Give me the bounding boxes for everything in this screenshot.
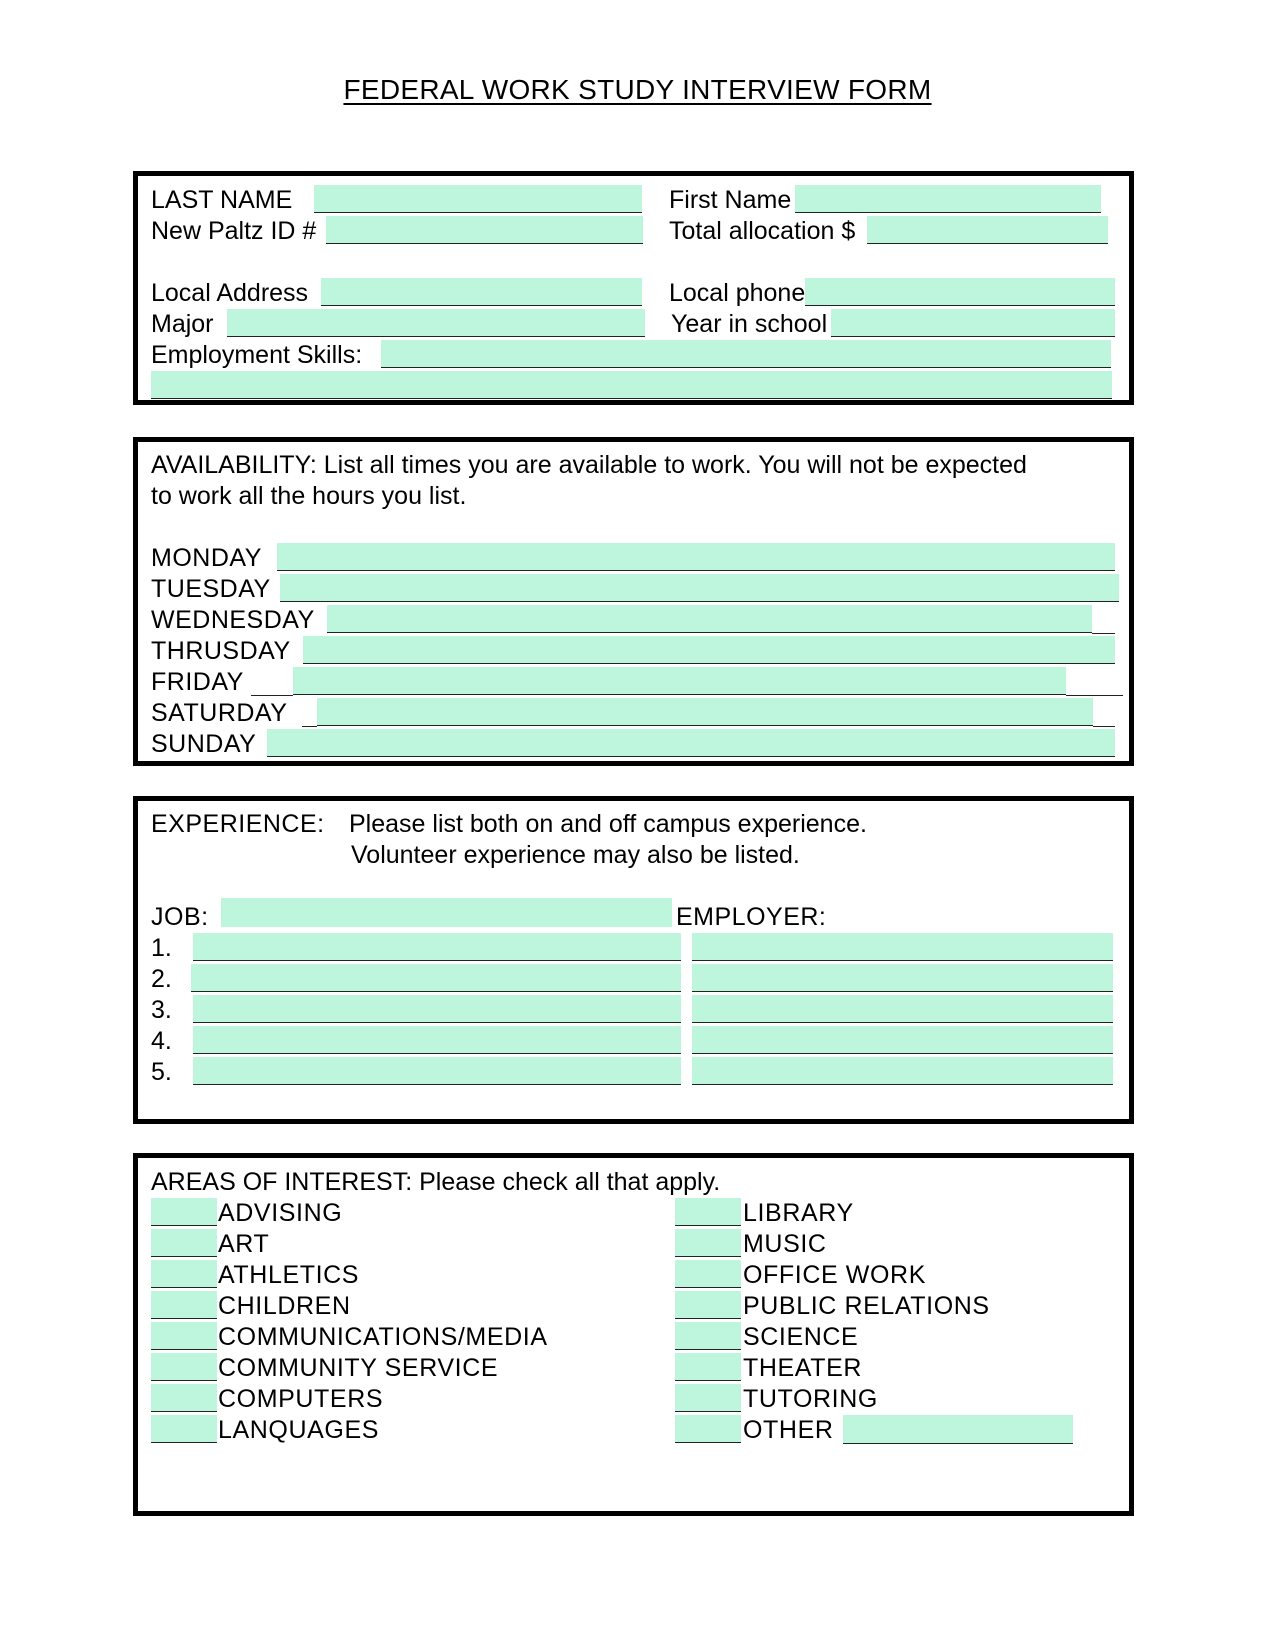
- phone-label: Local phone: [669, 279, 806, 307]
- availability-section: [133, 437, 1134, 766]
- interest-check-computers[interactable]: [151, 1384, 217, 1412]
- friday-field[interactable]: [293, 667, 1066, 695]
- day-label-tuesday: TUESDAY: [151, 575, 271, 603]
- job-field-3[interactable]: [193, 995, 681, 1023]
- interest-check-athletics[interactable]: [151, 1260, 217, 1288]
- interest-label-art: ART: [218, 1230, 270, 1258]
- interest-check-community-service[interactable]: [151, 1353, 217, 1381]
- saturday-field[interactable]: [317, 698, 1093, 726]
- first-name-label: First Name: [669, 186, 792, 214]
- interest-label-office-work: OFFICE WORK: [743, 1261, 926, 1289]
- address-field[interactable]: [321, 278, 642, 306]
- availability-instructions-1: AVAILABILITY: List all times you are available to work. You will not be expected: [151, 451, 1027, 479]
- friday-underline-left: [251, 695, 293, 696]
- experience-section: [133, 796, 1134, 1124]
- interest-check-public-relations[interactable]: [675, 1291, 741, 1319]
- wednesday-field[interactable]: [327, 605, 1092, 633]
- allocation-label: Total allocation $: [669, 217, 856, 245]
- experience-instructions-2: Volunteer experience may also be listed.: [351, 841, 800, 869]
- interest-check-art[interactable]: [151, 1229, 217, 1257]
- interest-label-music: MUSIC: [743, 1230, 827, 1258]
- interest-check-library[interactable]: [675, 1198, 741, 1226]
- monday-field[interactable]: [277, 543, 1115, 571]
- interest-label-science: SCIENCE: [743, 1323, 859, 1351]
- row-number-2: 2.: [151, 965, 172, 993]
- address-label: Local Address: [151, 279, 309, 307]
- id-label: New Paltz ID #: [151, 217, 317, 245]
- day-label-saturday: SATURDAY: [151, 699, 288, 727]
- day-label-sunday: SUNDAY: [151, 730, 257, 758]
- row-number-3: 3.: [151, 996, 172, 1024]
- interest-label-other: OTHER: [743, 1416, 834, 1444]
- allocation-field[interactable]: [867, 216, 1108, 244]
- interest-check-children[interactable]: [151, 1291, 217, 1319]
- interest-label-tutoring: TUTORING: [743, 1385, 878, 1413]
- job-field-2[interactable]: [191, 964, 681, 992]
- personal-info-section: [133, 171, 1134, 405]
- year-label: Year in school: [671, 310, 828, 338]
- interest-check-theater[interactable]: [675, 1353, 741, 1381]
- saturday-underline-left: [302, 726, 317, 727]
- job-label: JOB:: [151, 903, 209, 931]
- employer-field-1[interactable]: [692, 933, 1113, 961]
- skills-field-2[interactable]: [151, 371, 1112, 399]
- experience-instructions-1: Please list both on and off campus experience.: [349, 810, 867, 838]
- employer-field-2[interactable]: [692, 964, 1113, 992]
- tuesday-field[interactable]: [280, 574, 1119, 602]
- interest-check-advising[interactable]: [151, 1198, 217, 1226]
- interest-label-library: LIBRARY: [743, 1199, 854, 1227]
- interest-check-science[interactable]: [675, 1322, 741, 1350]
- interest-label-computers: COMPUTERS: [218, 1385, 384, 1413]
- last-name-field[interactable]: [314, 185, 642, 213]
- wednesday-underline: [1092, 633, 1115, 634]
- sunday-field[interactable]: [267, 729, 1115, 757]
- major-label: Major: [151, 310, 214, 338]
- interest-label-advising: ADVISING: [218, 1199, 343, 1227]
- day-label-monday: MONDAY: [151, 544, 262, 572]
- interest-check-tutoring[interactable]: [675, 1384, 741, 1412]
- year-field[interactable]: [831, 309, 1115, 337]
- thursday-field[interactable]: [303, 636, 1115, 664]
- major-field[interactable]: [227, 309, 645, 337]
- friday-underline-right: [1066, 695, 1123, 696]
- interest-label-children: CHILDREN: [218, 1292, 351, 1320]
- employer-field-3[interactable]: [692, 995, 1113, 1023]
- interest-label-theater: THEATER: [743, 1354, 863, 1382]
- job-field-5[interactable]: [193, 1057, 681, 1085]
- skills-label: Employment Skills:: [151, 341, 363, 369]
- employer-field-5[interactable]: [692, 1057, 1113, 1085]
- employer-label: EMPLOYER:: [676, 903, 827, 931]
- interest-label-community-service: COMMUNITY SERVICE: [218, 1354, 499, 1382]
- job-field-4[interactable]: [193, 1026, 681, 1054]
- employer-field-4[interactable]: [692, 1026, 1113, 1054]
- experience-heading: EXPERIENCE:: [151, 810, 325, 838]
- interest-check-music[interactable]: [675, 1229, 741, 1257]
- last-name-label: LAST NAME: [151, 186, 293, 214]
- interest-label-communications-media: COMMUNICATIONS/MEDIA: [218, 1323, 548, 1351]
- row-number-1: 1.: [151, 934, 172, 962]
- id-field[interactable]: [326, 216, 643, 244]
- form-title: FEDERAL WORK STUDY INTERVIEW FORM: [343, 74, 932, 105]
- skills-field-1[interactable]: [381, 340, 1111, 368]
- interests-heading: AREAS OF INTEREST: Please check all that apply.: [151, 1168, 721, 1196]
- day-label-friday: FRIDAY: [151, 668, 244, 696]
- interest-label-public-relations: PUBLIC RELATIONS: [743, 1292, 990, 1320]
- interest-check-languages[interactable]: [151, 1415, 217, 1443]
- row-number-4: 4.: [151, 1027, 172, 1055]
- first-name-field[interactable]: [795, 185, 1101, 213]
- interest-label-athletics: ATHLETICS: [218, 1261, 360, 1289]
- saturday-underline-right: [1093, 726, 1115, 727]
- other-interest-field[interactable]: [843, 1415, 1073, 1444]
- day-label-wednesday: WEDNESDAY: [151, 606, 315, 634]
- interest-check-communications-media[interactable]: [151, 1322, 217, 1350]
- interests-section: [133, 1153, 1134, 1516]
- interest-check-office-work[interactable]: [675, 1260, 741, 1288]
- interest-label-languages: LANQUAGES: [218, 1416, 380, 1444]
- day-label-thursday: THRUSDAY: [151, 637, 291, 665]
- job-header-field[interactable]: [221, 898, 672, 927]
- phone-field[interactable]: [805, 278, 1115, 306]
- row-number-5: 5.: [151, 1058, 172, 1086]
- job-field-1[interactable]: [193, 933, 681, 961]
- availability-instructions-2: to work all the hours you list.: [151, 482, 467, 510]
- interest-check-other[interactable]: [675, 1415, 741, 1443]
